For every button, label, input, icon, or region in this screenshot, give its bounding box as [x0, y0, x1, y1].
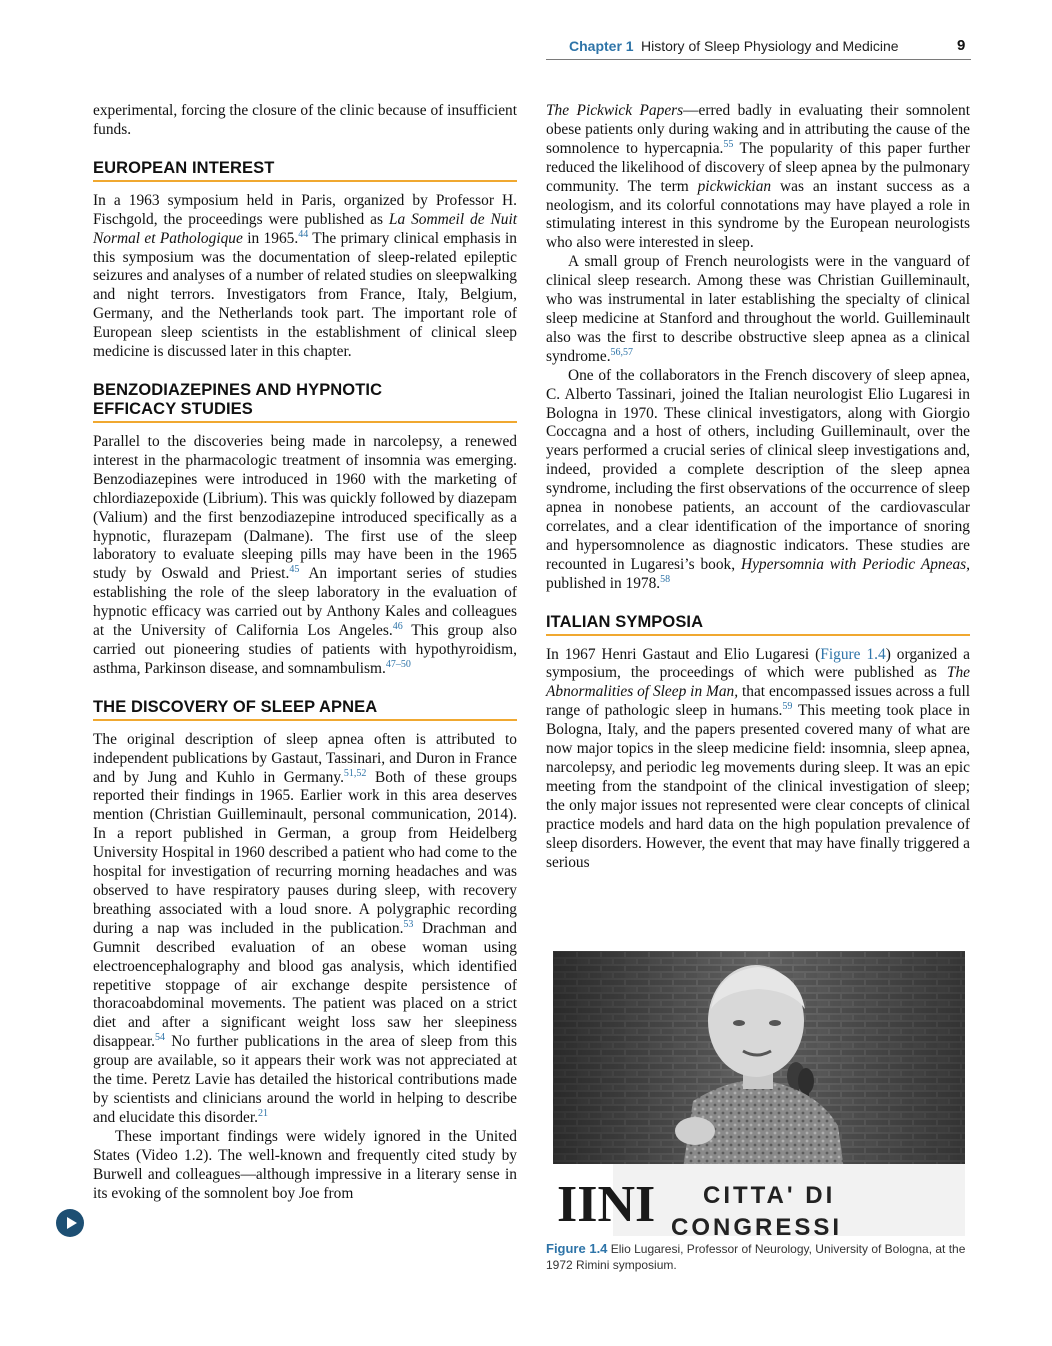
page-number: 9 [957, 37, 966, 54]
header-rule [546, 59, 971, 60]
continued-paragraph-pickwick: The Pickwick Papers—erred badly in evaluating their somnolent obese patients only during waking and in attributing the cause of the somnolence to hypercapnia.$^{55}$ The popularity of this paper further reduced the likelihood of discovery of sleep apnea by the pulmonary community. The term pickwickian was an instant success as a neologism, and its colorful connotations may have played a role in stimulating interest in this syndrome by the European neurologists who also were interested in sleep. [546, 102, 971, 252]
sign-line-2: CONGRESSI [671, 1214, 843, 1236]
sign-left-text: IINI [557, 1176, 656, 1233]
section-heading-italian-symposia: ITALIAN SYMPOSIA [546, 613, 970, 636]
citation-ref[interactable]: 45 [289, 564, 300, 576]
paragraph-european: In a 1963 symposium held in Paris, organized by Professor H. Fischgold, the proceedings were published as La Sommeil de Nuit Normal et Pathologique in 1965.44 The primary clinical emphasis in this symposium was the documentation of sleep-related epileptic seizures and analyses of a number of related studies on sleepwalking and night terrors. Investigators from France, Italy, Belgium, Germany, and the Netherlands took part. The important role of European sleep scientists in the establishment of clinical sleep medicine is discussed later in this chapter. [93, 191, 518, 361]
citation-ref[interactable]: 58 [660, 573, 671, 585]
citation-ref[interactable]: 54 [154, 1032, 165, 1044]
citation-ref[interactable]: 55 [723, 138, 734, 150]
paragraph-tassinari: One of the collaborators in the French discovery of sleep apnea, C. Alberto Tassinari, joined the Italian neurologist Elio Lugaresi in Bologna in 1970. These clinical investigators, along with Giorgio Coccagna and a host of others, including Guilleminault, over the years performed a crucial series of clinical sleep investigations and, indeed, provided a complete description of the sleep apnea syndrome, including the first observations of the occurrence of sleep apnea in nonobese patients, an account of the cardiovascular correlates, and a clear identification of the importance of snoring and hypersomnolence as diagnostic indicators. These studies are recounted in Lugaresi’s book, Hypersomnia with Periodic Apneas, published in 1978.58 [546, 366, 970, 592]
citation-ref[interactable]: 59 [782, 701, 793, 713]
citation-ref[interactable]: 56,57 [610, 346, 634, 358]
paragraph-italian-symposia: In 1967 Henri Gastaut and Elio Lugaresi (Figure 1.4) organized a symposium, the proceedings of which were published as The Abnormalities of Sleep in Man, that encompassed issues across a full range of pathologic sleep in humans.$^{59}$ This meeting took place in Bologna, Italy, and the papers presented covered many of what are now major topics in the sleep medicine field: insomnia, sleep apnea, narcolepsy, and periodic leg movements during sleep. It was an epic meeting from the standpoint of the clinical investigation of sleep; the only major issues not represented were clear concepts of clinical practice models and hard data on the high population prevalence of sleep disorders. However, the event that may have finally triggered a serious [546, 645, 971, 871]
citation-ref[interactable]: 47–50 [385, 658, 411, 670]
citation-ref[interactable]: 21 [257, 1107, 268, 1119]
citation-ref[interactable]: 44 [298, 228, 309, 240]
paragraph-french-neurologists: A small group of French neurologists were in the vanguard of clinical sleep research. Among these was Christian Guilleminault, who was instrumental in later establishing the specialty of clinical sleep medicine at Stanford and throughout the world. Guilleminault also was the first to describe obstructive sleep apnea as a clinical syndrome.$^{56,57}$ [546, 253, 970, 365]
section-heading-sleep-apnea: THE DISCOVERY OF SLEEP APNEA [93, 698, 517, 721]
running-header-chapter: Chapter 1 [569, 38, 634, 54]
paragraph-sleep-apnea-2: These important findings were widely ignored in the United States (Video 1.2). The well-known and frequently cited study by Burwell and colleagues—although impressive in a literary sense in its evoking of the somnolent boy Joe from [93, 1127, 517, 1202]
play-circle-icon[interactable] [56, 1209, 84, 1237]
figure-link[interactable]: Figure 1.4 [820, 645, 886, 663]
figure-caption-label: Figure 1.4 [546, 1241, 608, 1256]
figure-caption: Figure 1.4 Elio Lugaresi, Professor of Neurology, University of Bologna, at the 1972 Rimini symposium. [546, 1241, 966, 1272]
running-header-title: History of Sleep Physiology and Medicine [641, 38, 899, 54]
figure-photo [553, 951, 965, 1236]
section-heading-european-interest: EUROPEAN INTEREST [93, 159, 517, 182]
right-column [546, 102, 970, 872]
continued-paragraph: experimental, forcing the closure of the clinic because of insufficient funds. [93, 102, 517, 138]
citation-ref[interactable]: 46 [392, 620, 403, 632]
sign-line-1: CITTA' DI [703, 1182, 836, 1209]
citation-ref[interactable]: 51,52 [343, 767, 367, 779]
paragraph-sleep-apnea: The original description of sleep apnea often is attributed to independent publications by Gastaut, Tassinari, and Duron in France and by Jung and Kuhlo in Germany.$^{51,52}$ Both of these groups reported their findings in 1965. Earlier work in this area deserves mention (Christian Guilleminault, personal communication, 2014). In a report published in German, a group from Heidelberg University Hospital in 1960 described a patient who had come to the hospital for investigation of recurring morning headaches and was observed to have respiratory pauses during sleep, with recovery breathing associated with a loud snore. A polygraphic recording during a nap was included in the publication.$^{53}$ Drachman and Gumnit described evaluation of an obese woman using electroencephalography and blood gas analysis, which identified repetitive stoppage of air exchange despite persistence of thoracoabdominal movements. The patient was placed on a strict diet and after a significant weight loss saw her sleepiness disappear.$^{54}$ No further publications in the area of sleep from this group are available, so it appears their work was not appreciated at the time. Peretz Lavie has detailed the historical contributions made by scientists and clinicians around the world in helping to describe and elucidate this disorder.$^{21}$ [93, 730, 517, 1126]
paragraph-benzodiazepines: Parallel to the discoveries being made in narcolepsy, a renewed interest in the pharmacologic treatment of insomnia was emerging. Benzodiazepines were introduced in 1960 with the marketing of chlordiazepoxide (Librium). This was quickly followed by diazepam (Valium) and the first benzodiazepine introduced specifically as a hypnotic, flurazepam (Dalmane). The first use of the sleep laboratory to evaluate sleeping pills may have been in the 1965 study by Oswald and Priest.$^{45}$ An important series of studies establishing the role of the sleep laboratory in the evaluation of hypnotic efficacy was carried out by Anthony Kales and colleagues at the University of California Los Angeles.$^{46}$ This group also carried out pioneering studies of patients with hypothyroidism, asthma, Parkinson disease, and somnambulism.$^{47-50}$ [93, 432, 518, 677]
citation-ref[interactable]: 53 [403, 918, 414, 930]
section-heading-benzodiazepines: BENZODIAZEPINES AND HYPNOTIC EFFICACY STUDIES [93, 381, 517, 423]
left-column [93, 102, 517, 1203]
